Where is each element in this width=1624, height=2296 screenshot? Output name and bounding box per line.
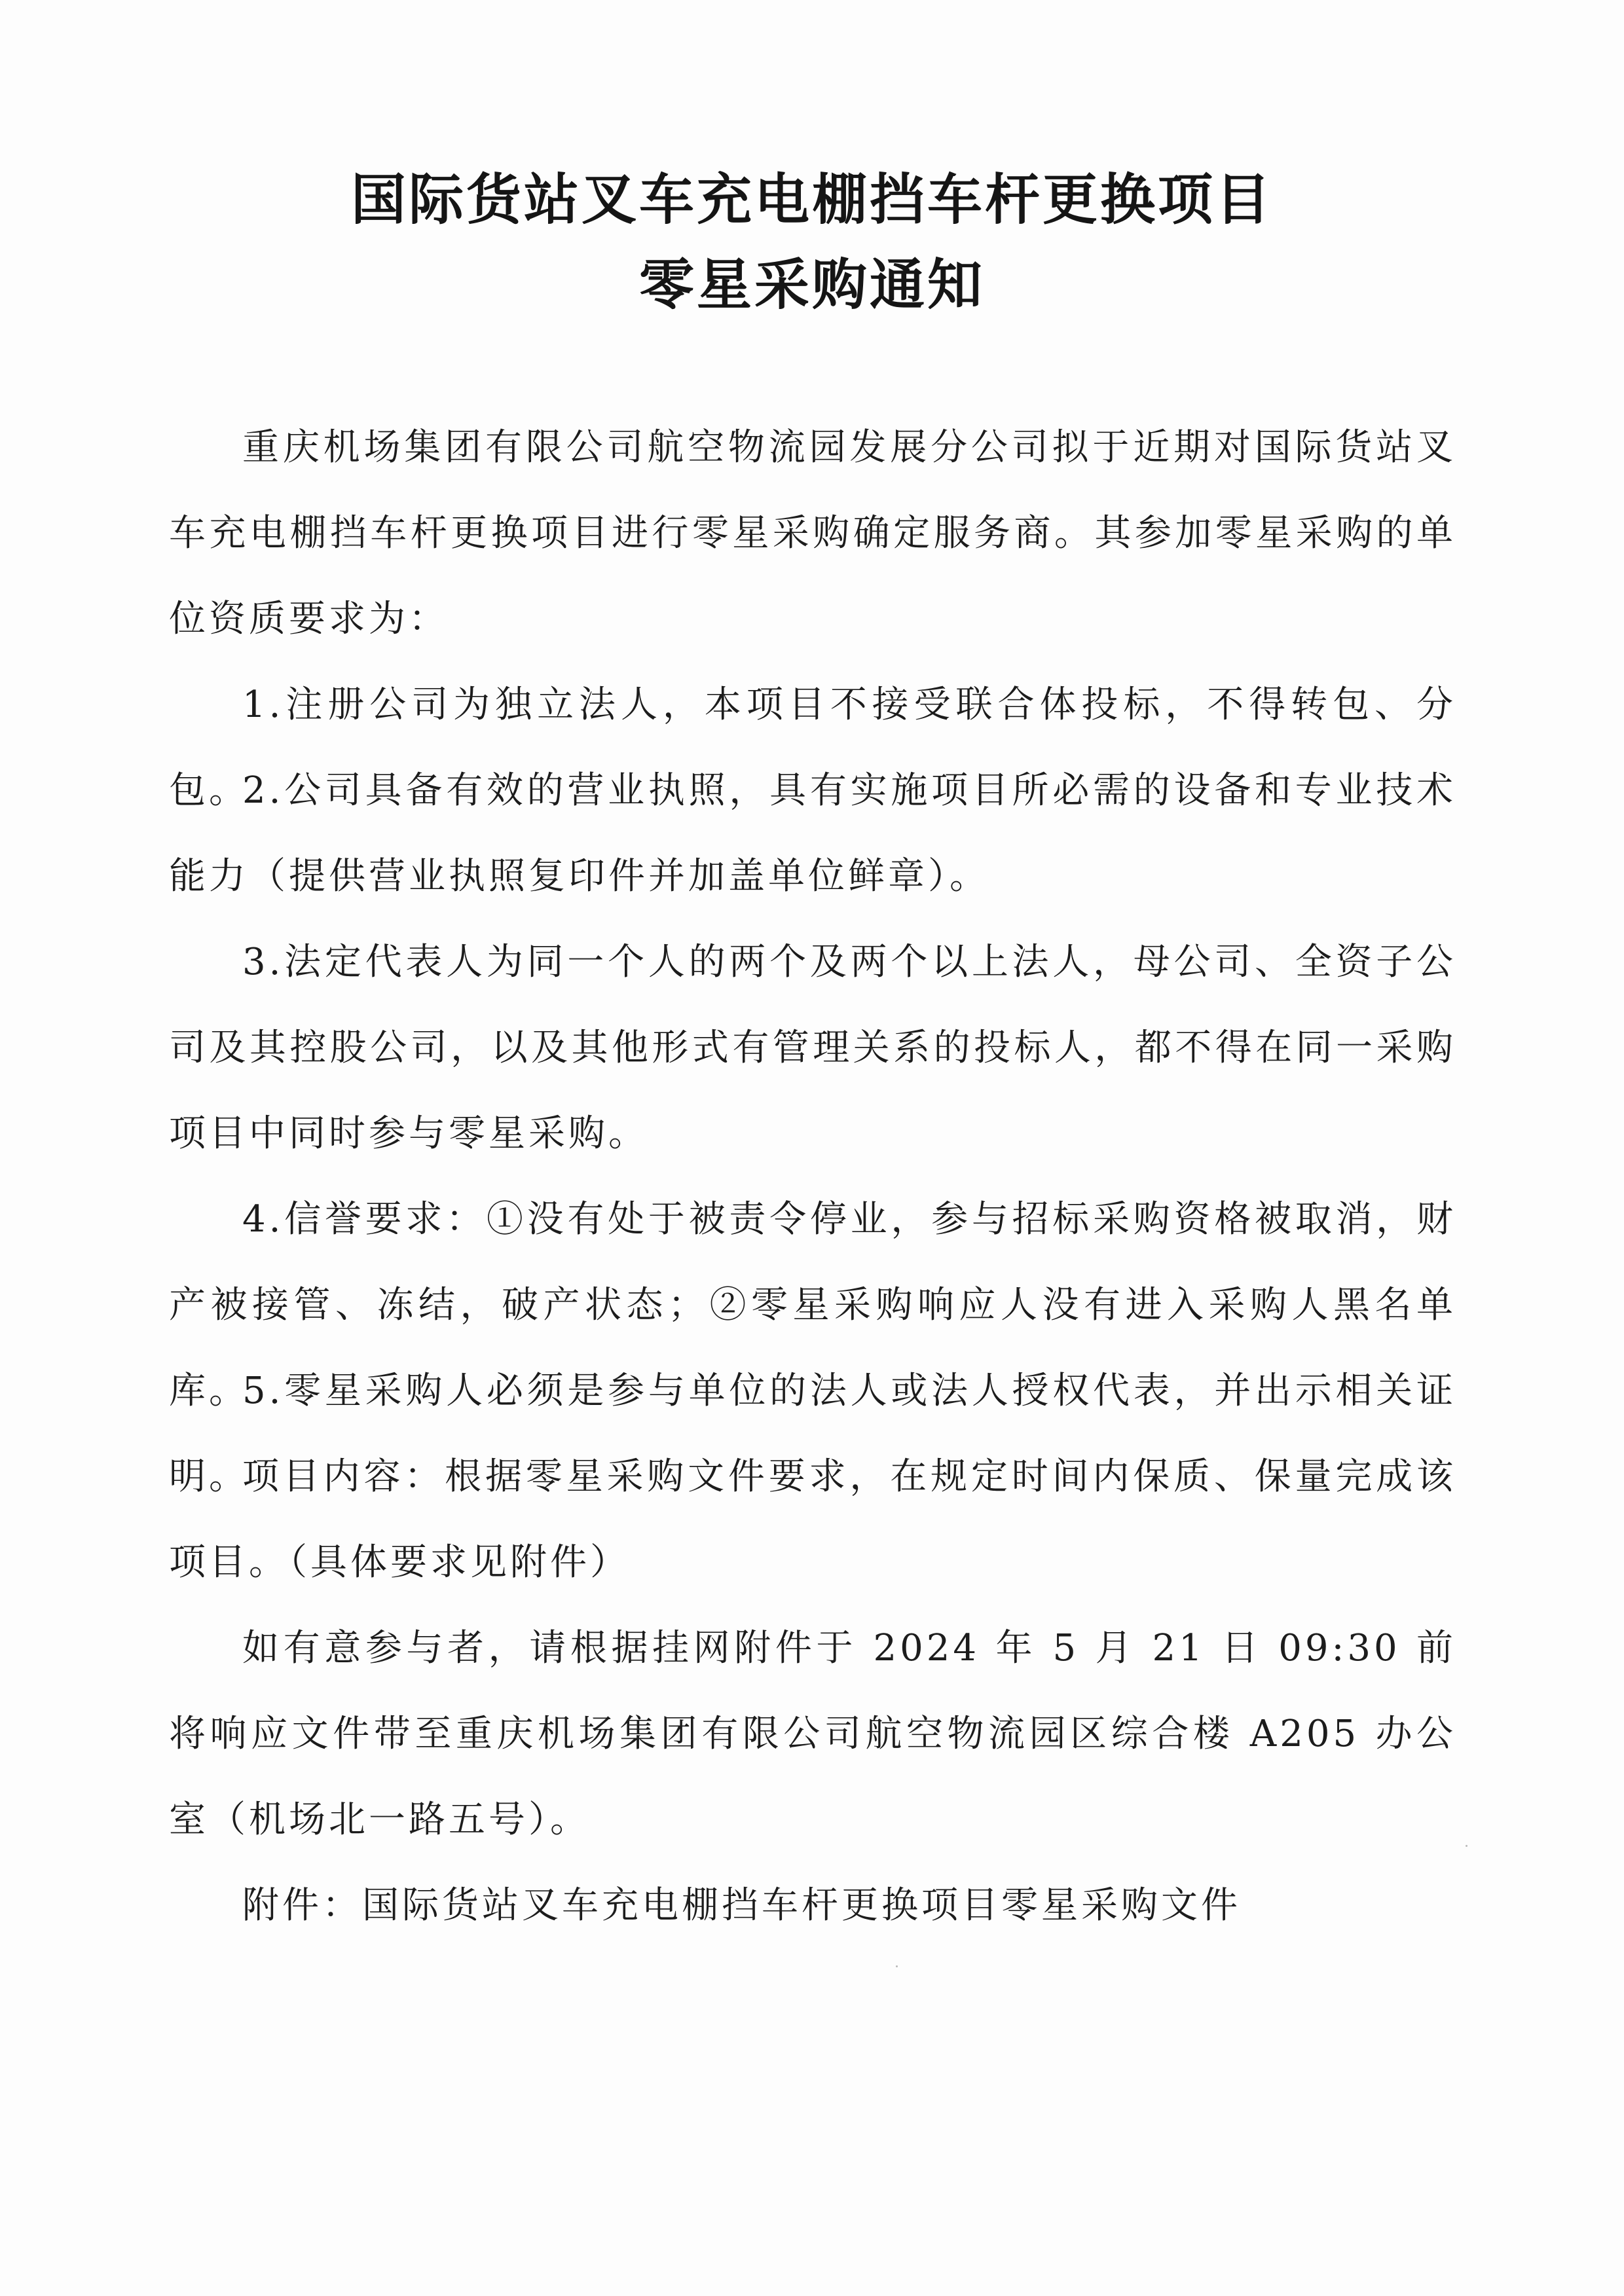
requirement-3-text: 3.法定代表人为同一个人的两个及两个以上法人，母公司、全资子公司及其控股公司，以及其他形式有管理关系的投标人，都不得在同一采购项目中同时参与零星采购。	[169, 941, 1456, 1155]
scan-speck	[1466, 1845, 1467, 1847]
requirement-4-text: 4.信誉要求：①没有处于被责令停业，参与招标采购资格被取消，财产被接管、冻结，破产状态；②零星采购响应人没有进入采购人黑名单库。	[169, 1198, 1456, 1412]
requirement-3-paragraph	[169, 919, 1456, 1176]
intro-paragraph	[169, 405, 1456, 662]
submission-paragraph	[169, 1605, 1456, 1863]
project-content-paragraph	[169, 1434, 1456, 1605]
requirement-5-text: 5.零星采购人必须是参与单位的法人或法人授权代表，并出示相关证明。	[169, 1370, 1456, 1498]
requirement-2-paragraph	[169, 748, 1456, 919]
attachment-text: 附件：国际货站叉车充电棚挡车杆更换项目零星采购文件	[242, 1884, 1241, 1927]
project-content-text: 项目内容：根据零星采购文件要求，在规定时间内保质、保量完成该项目。（具体要求见附件）	[169, 1455, 1456, 1584]
requirement-1-text: 1.注册公司为独立法人，本项目不接受联合体投标，不得转包、分包。	[169, 683, 1456, 812]
document-title-line-2: 零星采购通知	[638, 253, 985, 317]
requirement-2-text: 2.公司具备有效的营业执照，具有实施项目所必需的设备和专业技术能力（提供营业执照复印件并加盖单位鲜章）。	[169, 769, 1456, 898]
attachment-paragraph	[169, 1863, 1456, 1948]
submission-text: 如有意参与者，请根据挂网附件于 2024 年 5 月 21 日 09:30 前将响应文件带至重庆机场集团有限公司航空物流园区综合楼 A205 办公室（机场北一路五号）。	[169, 1627, 1456, 1841]
document-title-line-1: 国际货站叉车充电棚挡车杆更换项目	[350, 168, 1273, 232]
intro-text: 重庆机场集团有限公司航空物流园发展分公司拟于近期对国际货站叉车充电棚挡车杆更换项目进行零星采购确定服务商。其参加零星采购的单位资质要求为：	[169, 426, 1456, 640]
scan-speck	[896, 1965, 898, 1967]
